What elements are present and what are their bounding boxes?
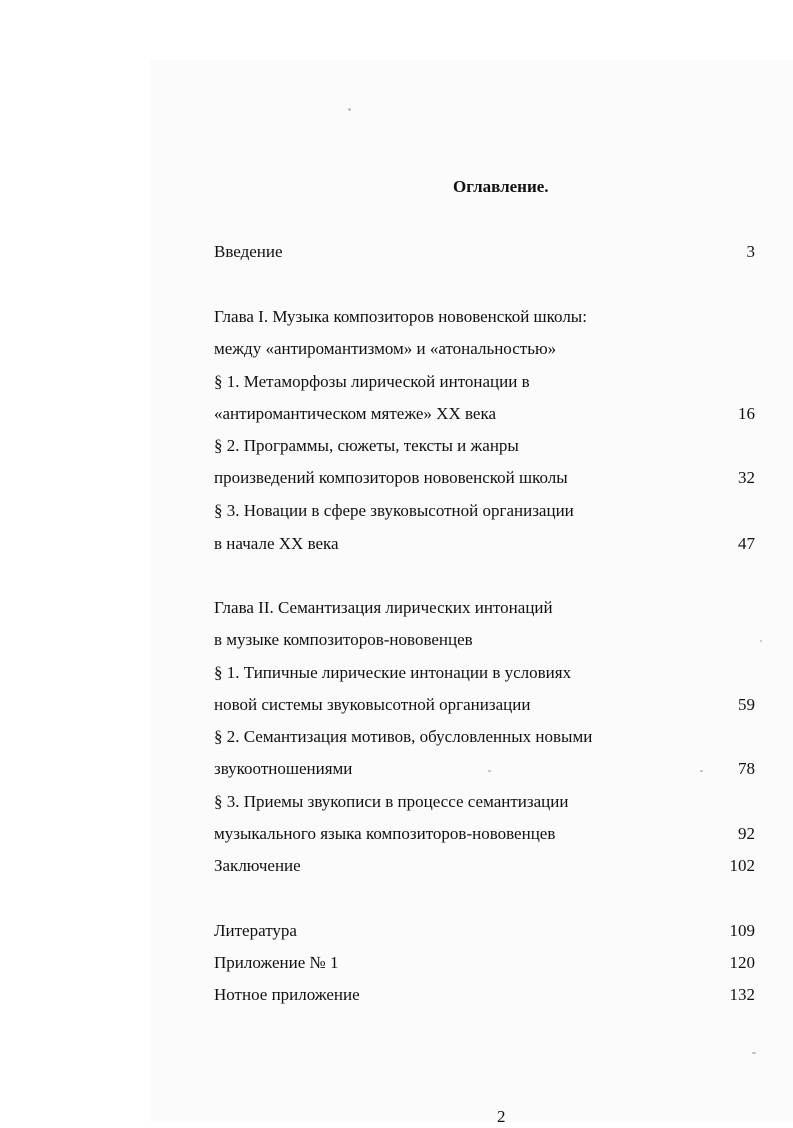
page-number: 2 [497, 1107, 506, 1126]
toc-intro[interactable]: Введение [214, 242, 283, 261]
scan-speck [752, 1052, 756, 1054]
toc-ch1-section1-page: 16 [738, 404, 755, 423]
page-title: Оглавление. [453, 177, 549, 196]
toc-music-appendix-page: 132 [729, 985, 755, 1004]
scan-speck [760, 640, 762, 642]
toc-literature[interactable]: Литература [214, 921, 297, 940]
toc-chapter2-title-line2[interactable]: в музыке композиторов-нововенцев [214, 630, 473, 649]
toc-ch2-section2-page: 78 [738, 759, 755, 778]
toc-ch2-section2-line2[interactable]: звукоотношениями [214, 759, 353, 778]
scan-speck [488, 770, 491, 772]
toc-conclusion[interactable]: Заключение [214, 856, 301, 875]
toc-ch2-section1-line2[interactable]: новой системы звуковысотной организации [214, 695, 531, 714]
toc-ch2-section3-page: 92 [738, 824, 755, 843]
toc-ch1-section3-line1[interactable]: § 3. Новации в сфере звуковысотной организации [214, 501, 574, 520]
toc-intro-page: 3 [746, 242, 755, 261]
toc-ch2-section2-line1[interactable]: § 2. Семантизация мотивов, обусловленных новыми [214, 727, 593, 746]
scan-speck [700, 770, 703, 772]
toc-music-appendix[interactable]: Нотное приложение [214, 985, 360, 1004]
scan-speck [348, 108, 351, 111]
toc-appendix1[interactable]: Приложение № 1 [214, 953, 339, 972]
toc-literature-page: 109 [729, 921, 755, 940]
toc-conclusion-page: 102 [729, 856, 755, 875]
toc-ch2-section1-page: 59 [738, 695, 755, 714]
toc-ch1-section3-line2[interactable]: в начале XX века [214, 534, 339, 553]
toc-chapter1-title-line1[interactable]: Глава I. Музыка композиторов нововенской школы: [214, 307, 587, 326]
toc-ch2-section1-line1[interactable]: § 1. Типичные лирические интонации в условиях [214, 663, 572, 682]
toc-appendix1-page: 120 [729, 953, 755, 972]
toc-ch1-section2-page: 32 [738, 468, 755, 487]
toc-ch1-section1-line1[interactable]: § 1. Метаморфозы лирической интонации в [214, 372, 530, 391]
toc-ch2-section3-line2[interactable]: музыкального языка композиторов-нововенцев [214, 824, 556, 843]
toc-chapter1-title-line2[interactable]: между «антиромантизмом» и «атональностью» [214, 339, 557, 358]
toc-ch1-section3-page: 47 [738, 534, 755, 553]
toc-ch1-section2-line2[interactable]: произведений композиторов нововенской школы [214, 468, 568, 487]
toc-ch2-section3-line1[interactable]: § 3. Приемы звукописи в процессе семантизации [214, 792, 569, 811]
toc-chapter2-title-line1[interactable]: Глава II. Семантизация лирических интонаций [214, 598, 553, 617]
toc-ch1-section1-line2[interactable]: «антиромантическом мятеже» XX века [214, 404, 496, 423]
toc-ch1-section2-line1[interactable]: § 2. Программы, сюжеты, тексты и жанры [214, 436, 519, 455]
